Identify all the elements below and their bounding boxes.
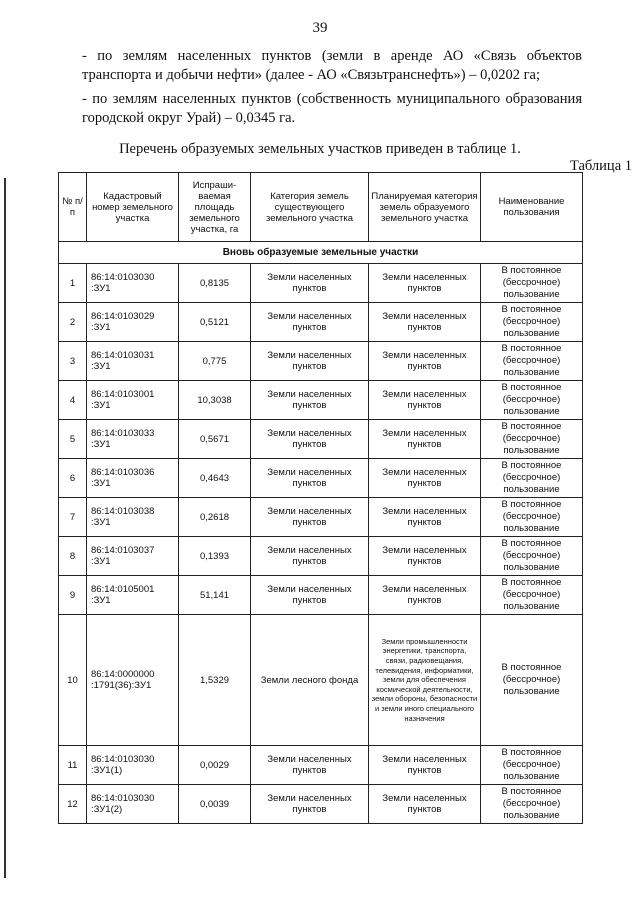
cell-usage: В постоянное (бессрочное) пользование [481, 785, 583, 824]
cell-area: 0,0039 [179, 785, 251, 824]
cell-usage: В постоянное (бессрочное) пользование [481, 342, 583, 381]
table-row [59, 342, 583, 381]
table-caption: Таблица 1 [569, 158, 632, 174]
cell-current-category: Земли лесного фонда [251, 615, 369, 746]
table-row [59, 381, 583, 420]
cell-usage: В постоянное (бессрочное) пользование [481, 498, 583, 537]
cell-area: 1,5329 [179, 615, 251, 746]
cell-num: 3 [59, 342, 87, 381]
cell-current-category: Земли населенных пунктов [251, 342, 369, 381]
cell-usage: В постоянное (бессрочное) пользование [481, 381, 583, 420]
cell-usage: В постоянное (бессрочное) пользование [481, 420, 583, 459]
cell-planned-category: Земли населенных пунктов [369, 746, 481, 785]
section-title: Вновь образуемые земельные участки [59, 242, 583, 264]
cell-cadastral: 86:14:0103001 :ЗУ1 [87, 381, 179, 420]
paragraph-2: - по землям населенных пунктов (собственность муниципального образования городской округ Урай) – 0,0345 га. [82, 91, 582, 126]
table-row [59, 537, 583, 576]
cell-current-category: Земли населенных пунктов [251, 381, 369, 420]
cell-area: 0,5121 [179, 303, 251, 342]
cell-cadastral: 86:14:0103031 :ЗУ1 [87, 342, 179, 381]
cell-area: 0,5671 [179, 420, 251, 459]
header-current-category: Категория земель существующего земельного участка [251, 173, 369, 242]
cell-planned-category: Земли населенных пунктов [369, 537, 481, 576]
cell-cadastral: 86:14:0103033 :ЗУ1 [87, 420, 179, 459]
cell-area: 51,141 [179, 576, 251, 615]
cell-usage: В постоянное (бессрочное) пользование [481, 537, 583, 576]
cell-area: 0,8135 [179, 264, 251, 303]
cell-num: 7 [59, 498, 87, 537]
cell-num: 9 [59, 576, 87, 615]
page-number: 39 [312, 20, 328, 36]
header-usage: Наименование пользования [481, 173, 583, 242]
cell-cadastral: 86:14:0103029 :ЗУ1 [87, 303, 179, 342]
cell-num: 8 [59, 537, 87, 576]
table-header-row [59, 173, 583, 242]
cell-planned-category: Земли населенных пунктов [369, 303, 481, 342]
cell-num: 2 [59, 303, 87, 342]
cell-num: 1 [59, 264, 87, 303]
cell-planned-category: Земли населенных пунктов [369, 785, 481, 824]
cell-cadastral: 86:14:0103030 :ЗУ1(1) [87, 746, 179, 785]
cell-planned-category: Земли населенных пунктов [369, 420, 481, 459]
cell-usage: В постоянное (бессрочное) пользование [481, 615, 583, 746]
table-row [59, 264, 583, 303]
land-plots-table [58, 172, 583, 824]
cell-area: 0,0029 [179, 746, 251, 785]
header-cadastral: Кадастровый номер земельного участка [87, 173, 179, 242]
cell-num: 12 [59, 785, 87, 824]
cell-num: 5 [59, 420, 87, 459]
cell-cadastral: 86:14:0103030 :ЗУ1 [87, 264, 179, 303]
table-row [59, 785, 583, 824]
header-planned-category: Планируемая категория земель образуемого земельного участка [369, 173, 481, 242]
table-row [59, 303, 583, 342]
cell-area: 0,775 [179, 342, 251, 381]
cell-current-category: Земли населенных пунктов [251, 303, 369, 342]
cell-current-category: Земли населенных пунктов [251, 576, 369, 615]
table-row [59, 615, 583, 746]
cell-num: 10 [59, 615, 87, 746]
cell-usage: В постоянное (бессрочное) пользование [481, 746, 583, 785]
table-row [59, 746, 583, 785]
cell-usage: В постоянное (бессрочное) пользование [481, 264, 583, 303]
cell-cadastral: 86:14:0000000 :1791(36):ЗУ1 [87, 615, 179, 746]
cell-usage: В постоянное (бессрочное) пользование [481, 576, 583, 615]
cell-num: 11 [59, 746, 87, 785]
header-area: Испраши-ваемая площадь земельного участка, га [179, 173, 251, 242]
paragraph-1: - по землям населенных пунктов (земли в аренде АО «Связь объектов транспорта и добычи нефти» (далее - АО «Связьтранснефть») – 0,0202 га; [82, 48, 582, 83]
cell-num: 6 [59, 459, 87, 498]
table-intro: Перечень образуемых земельных участков приведен в таблице 1. [119, 141, 521, 157]
cell-cadastral: 86:14:0103036 :ЗУ1 [87, 459, 179, 498]
cell-cadastral: 86:14:0103038 :ЗУ1 [87, 498, 179, 537]
cell-area: 0,4643 [179, 459, 251, 498]
cell-usage: В постоянное (бессрочное) пользование [481, 459, 583, 498]
cell-num: 4 [59, 381, 87, 420]
cell-current-category: Земли населенных пунктов [251, 785, 369, 824]
header-num: № п/п [59, 173, 87, 242]
cell-cadastral: 86:14:0105001 :ЗУ1 [87, 576, 179, 615]
cell-area: 0,1393 [179, 537, 251, 576]
cell-current-category: Земли населенных пунктов [251, 498, 369, 537]
cell-cadastral: 86:14:0103030 :ЗУ1(2) [87, 785, 179, 824]
cell-planned-category: Земли населенных пунктов [369, 381, 481, 420]
cell-planned-category: Земли населенных пунктов [369, 342, 481, 381]
cell-current-category: Земли населенных пунктов [251, 420, 369, 459]
cell-planned-category: Земли населенных пунктов [369, 264, 481, 303]
cell-cadastral: 86:14:0103037 :ЗУ1 [87, 537, 179, 576]
cell-area: 0,2618 [179, 498, 251, 537]
cell-current-category: Земли населенных пунктов [251, 537, 369, 576]
table-row [59, 576, 583, 615]
cell-planned-category: Земли промышленности энергетики, транспорта, связи, радиовещания, телевидения, информатики, земли для обеспечения космической деятельности, земли обороны, безопасности и земли иного специального назначения [369, 615, 481, 746]
cell-planned-category: Земли населенных пунктов [369, 459, 481, 498]
cell-usage: В постоянное (бессрочное) пользование [481, 303, 583, 342]
cell-current-category: Земли населенных пунктов [251, 746, 369, 785]
margin-line [4, 178, 6, 878]
cell-area: 10,3038 [179, 381, 251, 420]
cell-current-category: Земли населенных пунктов [251, 459, 369, 498]
cell-planned-category: Земли населенных пунктов [369, 498, 481, 537]
table-row [59, 420, 583, 459]
section-row [59, 242, 583, 264]
cell-current-category: Земли населенных пунктов [251, 264, 369, 303]
cell-planned-category: Земли населенных пунктов [369, 576, 481, 615]
table-row [59, 459, 583, 498]
table-row [59, 498, 583, 537]
